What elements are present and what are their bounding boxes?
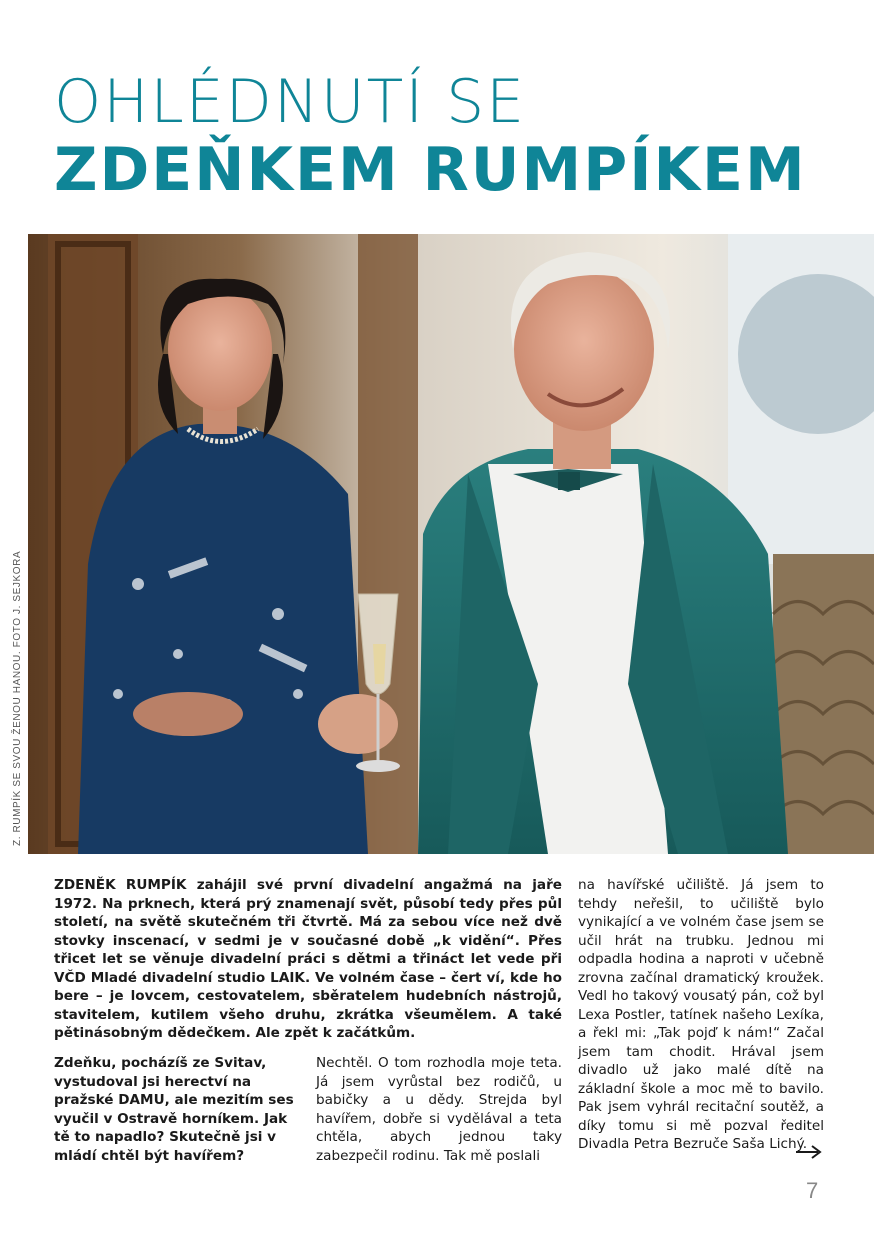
article-lead: ZDENĚK RUMPÍK zahájil své první divadelní angažmá na jaře 1972. Na prknech, která prý znamenají svět, působí tedy přes půl století, na světě skutečném tři čtvrtě. Má za sebou více než dvě stovky inscenací, v sedmi je v současné době „k vidění“. Přes třicet let se věnuje divadelní práci s dětmi a třináct let vede při VČD Mladé divadelní studio LAIK. Ve volném čase – čert ví, kde ho bere – je lovcem, cestovatelem, sběratelem hudebních nástrojů, stavitelem, kutilem všeho druhu, zkrátka všeumělem. A také pětinásobným dědečkem. Ale zpět k začátkům. [54,877,562,1041]
photo-caption [0,234,26,854]
photo-caption-text: Z. RUMPÍK SE SVOU ŽENOU HANOU. FOTO J. SEJKORA [12,550,23,846]
page-number: 7 [806,1178,819,1203]
title-line-2: ZDEŇKEM RUMPÍKEM [54,135,807,205]
article-photo [28,234,874,854]
answer-column-2: na havířské učiliště. Já jsem to tehdy neřešil, to učiliště bylo vynikající a ve volném čase jsem se učil hrát na trubku. Jednou mi odpadla hodina a naproti v učebně zrovna začínal dramatický kroužek. Vedl ho takový vousatý pán, což byl Lexa Postler, tatínek našeho Lexíka, a řekl mi: „Tak pojď k nám!“ Začal jsem tam chodit. Hrával jsem divadlo už jako malé dítě na základní škole a moc mě to bavilo. Pak jsem vyhrál recitační soutěž, a díky tomu si mě pozval ředitel Divadla Petra Bezruče Saša Lichý. [578,877,824,1152]
answer-column-1: Nechtěl. O tom rozhodla moje teta. Já jsem vyrůstal bez rodičů, u babičky a u dědy. Strejda byl havířem, dobře si vydělával a teta chtěla, abych jednou taky zabezpečil rodinu. Tak mě poslali [316,1055,562,1164]
interview-question: Zdeňku, pocházíš ze Svitav, vystudoval jsi herectví na pražské DAMU, ale mezitím ses vyučil v Ostravě horníkem. Jak tě to napadlo? Skutečně jsi v mládí chtěl být havířem? [54,1055,294,1164]
photo-illustration [28,234,874,854]
title-line-1: OHLÉDNUTÍ SE [54,67,527,137]
article-title [54,67,854,205]
continue-arrow-icon [796,1144,822,1160]
